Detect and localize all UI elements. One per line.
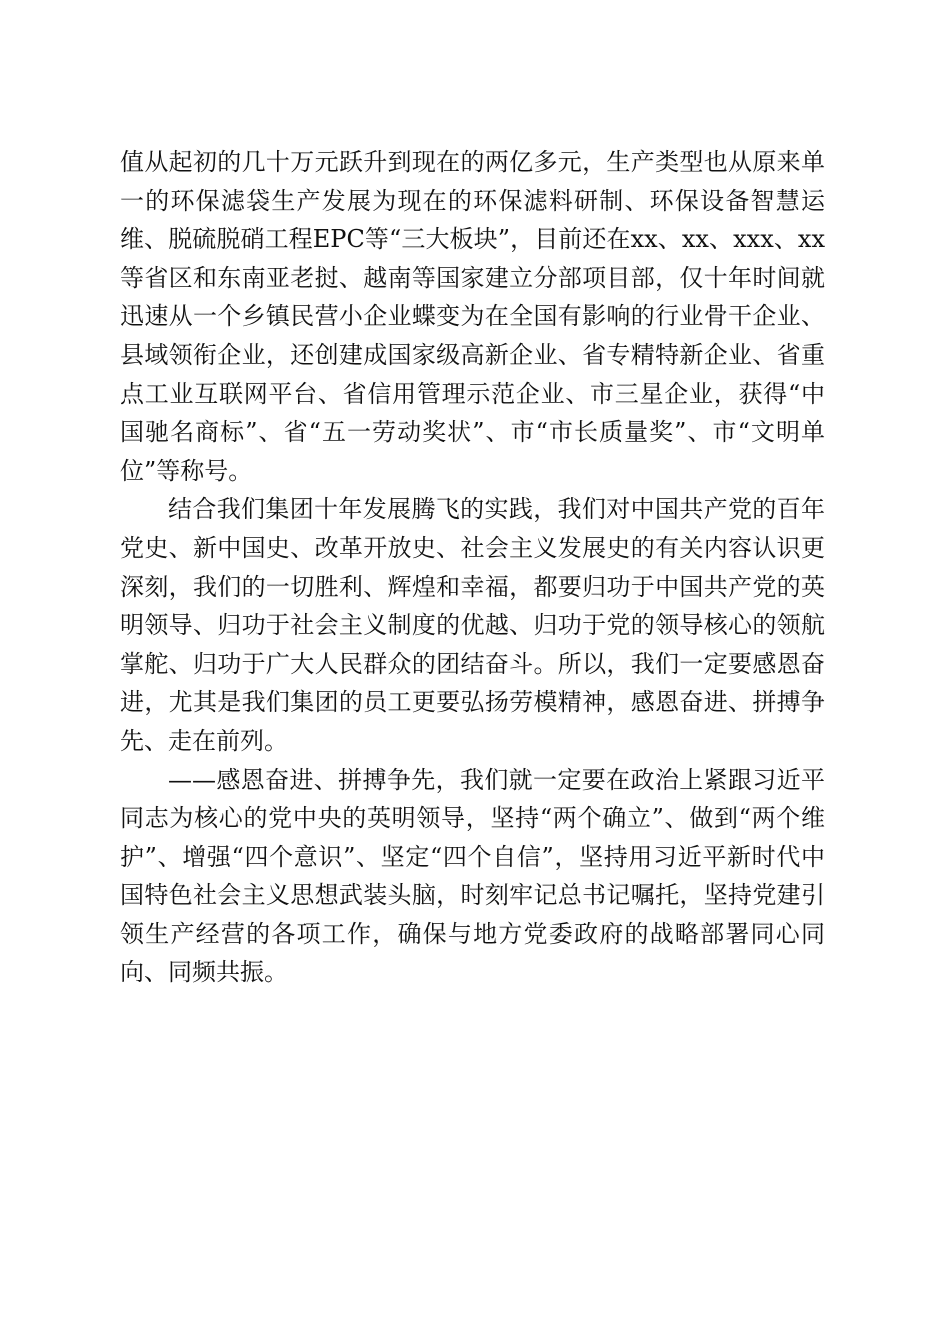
paragraph-3: ——感恩奋进、拼搏争先，我们就一定要在政治上紧跟习近平同志为核心的党中央的英明领导，坚持“两个确立”、做到“两个维护”、增强“四个意识”、坚定“四个自信”，坚持用习近平新时代中国特色社会主义思想武装头脑，时刻牢记总书记嘱托，坚持党建引领生产经营的各项工作，确保与地方党委政府的战略部署同心同向、同频共振。	[120, 765, 825, 987]
paragraph-2: 结合我们集团十年发展腾飞的实践，我们对中国共产党的百年党史、新中国史、改革开放史、社会主义发展史的有关内容认识更深刻，我们的一切胜利、辉煌和幸福，都要归功于中国共产党的英明领导、归功于社会主义制度的优越、归功于党的领导核心的领航掌舵、归功于广大人民群众的团结奋斗。所以，我们一定要感恩奋进，尤其是我们集团的员工更要弘扬劳模精神，感恩奋进、拼搏争先、走在前列。	[120, 495, 825, 755]
paragraph-1: 值从起初的几十万元跃升到现在的两亿多元，生产类型也从原来单一的环保滤袋生产发展为现在的环保滤料研制、环保设备智慧运维、脱硫脱硝工程EPC等“三大板块”，目前还在xx、xx、xxx、xx等省区和东南亚老挝、越南等国家建立分部项目部，仅十年时间就迅速从一个乡镇民营小企业蝶变为在全国有影响的行业骨干企业、县域领衔企业，还创建成国家级高新企业、省专精特新企业、省重点工业互联网平台、省信用管理示范企业、市三星企业，获得“中国驰名商标”、省“五一劳动奖状”、市“市长质量奖”、市“文明单位”等称号。	[120, 148, 825, 485]
document-body	[120, 143, 825, 992]
